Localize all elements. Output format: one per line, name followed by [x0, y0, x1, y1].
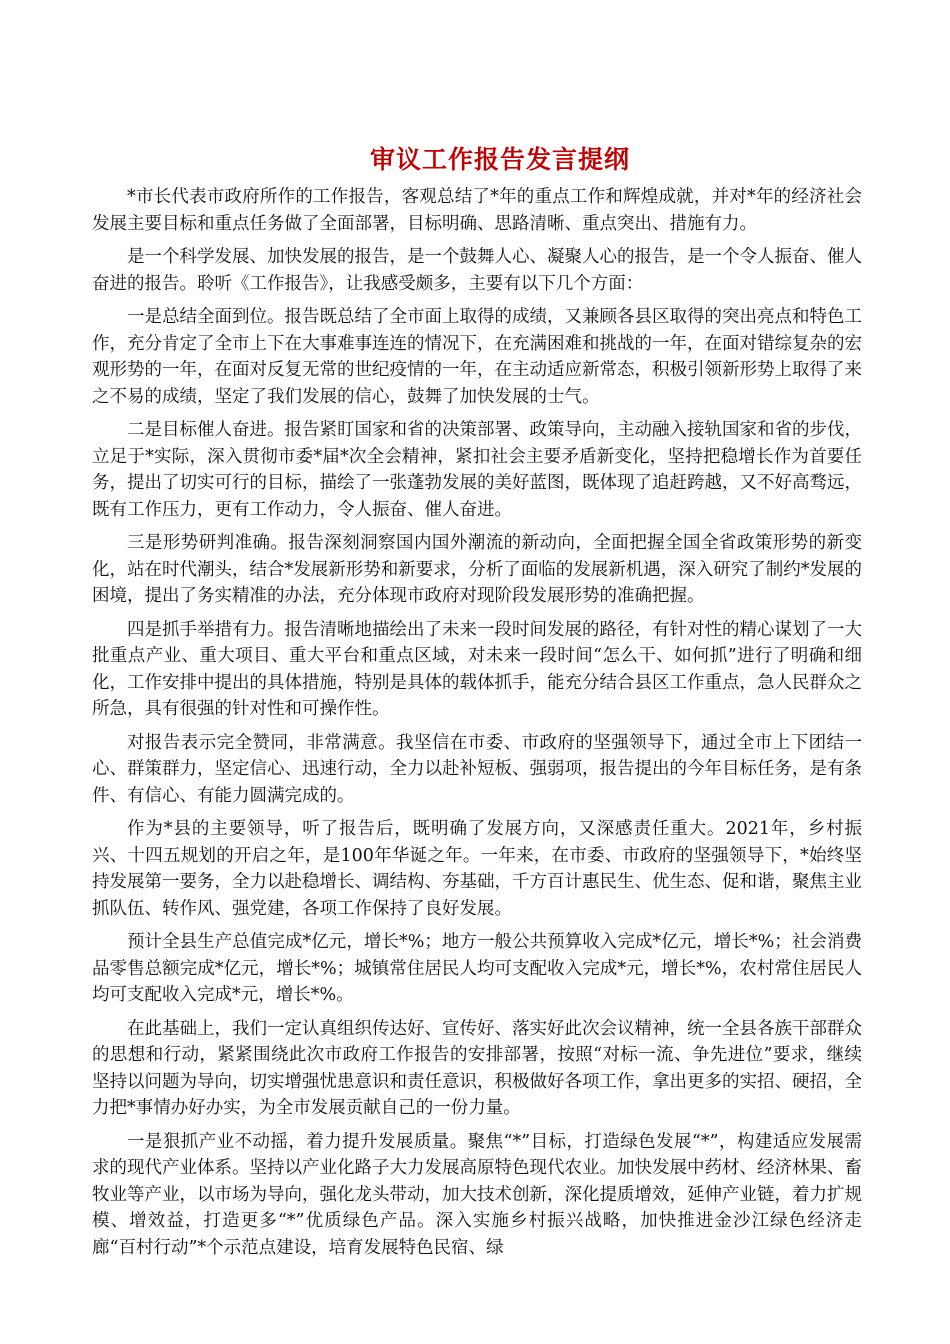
- paragraph: 二是目标催人奋进。报告紧盯国家和省的决策部署、政策导向，主动融入接轨国家和省的步伐，立足于*实际，深入贯彻市委*届*次全会精神，紧扣社会主要矛盾新变化，坚持把稳增长作为首要任务，提出了切实可行的目标，描绘了一张蓬勃发展的美好蓝图，既体现了追赶跨越，又不好高骛远，既有工作压力，更有工作动力，令人振奋、催人奋进。: [92, 420, 862, 520]
- document-body: [92, 184, 862, 1268]
- paragraph: 一是狠抓产业不动摇，着力提升发展质量。聚焦“*”目标，打造绿色发展“*”，构建适应发展需求的现代产业体系。坚持以产业化路子大力发展高原特色现代农业。加快发展中药材、经济林果、畜牧业等产业，以市场为导向，强化龙头带动，加大技术创新，深化提质增效，延伸产业链，着力扩规模、增效益，打造更多“*”优质绿色产品。深入实施乡村振兴战略，加快推进金沙江绿色经济走廊“百村行动”*个示范点建设，培育发展特色民宿、绿: [92, 1131, 862, 1258]
- paragraph: 作为*县的主要领导，听了报告后，既明确了发展方向，又深感责任重大。2021年，乡村振兴、十四五规划的开启之年，是100年华诞之年。一年来，在市委、市政府的坚强领导下，*始终坚持发展第一要务，全力以赴稳增长、调结构、夯基础，千方百计惠民生、优生态、促和谐，聚焦主业抓队伍、转作风、强党建，各项工作保持了良好发展。: [92, 819, 862, 919]
- paragraph: 是一个科学发展、加快发展的报告，是一个鼓舞人心、凝聚人心的报告，是一个令人振奋、催人奋进的报告。聆听《工作报告》，让我感受颇多，主要有以下几个方面：: [92, 247, 862, 294]
- document-title: 审议工作报告发言提纲: [369, 145, 630, 174]
- paragraph: 三是形势研判准确。报告深刻洞察国内国外潮流的新动向，全面把握全国全省政策形势的新变化，站在时代潮头，结合*发展新形势和新要求，分析了面临的发展新机遇，深入研究了制约*发展的困境，提出了务实精准的办法，充分体现市政府对现阶段发展形势的准确把握。: [92, 533, 862, 606]
- paragraph: 在此基础上，我们一定认真组织传达好、宣传好、落实好此次会议精神，统一全县各族干部群众的思想和行动，紧紧围绕此次市政府工作报告的安排部署，按照“对标一流、争先进位”要求，继续坚持以问题为导向，切实增强忧患意识和责任意识，积极做好各项工作，拿出更多的实招、硬招，全力把*事情办好办实，为全市发展贡献自己的一份力量。: [92, 1018, 862, 1118]
- paragraph: 一是总结全面到位。报告既总结了全市面上取得的成绩，又兼顾各县区取得的突出亮点和特色工作，充分肯定了全市上下在大事难事连连的情况下，在充满困难和挑战的一年，在面对错综复杂的宏观形势的一年，在面对反复无常的世纪疫情的一年，在主动适应新常态，积极引领新形势上取得了来之不易的成绩，坚定了我们发展的信心，鼓舞了加快发展的士气。: [92, 307, 862, 407]
- paragraph: 四是抓手举措有力。报告清晰地描绘出了未来一段时间发展的路径，有针对性的精心谋划了一大批重点产业、重大项目、重大平台和重点区域，对未来一段时间“怎么干、如何抓”进行了明确和细化，工作安排中提出的具体措施，特别是具体的载体抓手，能充分结合县区工作重点，急人民群众之所急，具有很强的针对性和可操作性。: [92, 619, 862, 719]
- paragraph: 预计全县生产总值完成*亿元，增长*%；地方一般公共预算收入完成*亿元，增长*%；社会消费品零售总额完成*亿元，增长*%；城镇常住居民人均可支配收入完成*元，增长*%，农村常住居民人均可支配收入完成*元，增长*%。: [92, 932, 862, 1005]
- paragraph: 对报告表示完全赞同，非常满意。我坚信在市委、市政府的坚强领导下，通过全市上下团结一心、群策群力，坚定信心、迅速行动，全力以赴补短板、强弱项，报告提出的今年目标任务，是有条件、有信心、有能力圆满完成的。: [92, 732, 862, 806]
- paragraph: *市长代表市政府所作的工作报告，客观总结了*年的重点工作和辉煌成就，并对*年的经济社会发展主要目标和重点任务做了全面部署，目标明确、思路清晰、重点突出、措施有力。: [92, 187, 862, 234]
